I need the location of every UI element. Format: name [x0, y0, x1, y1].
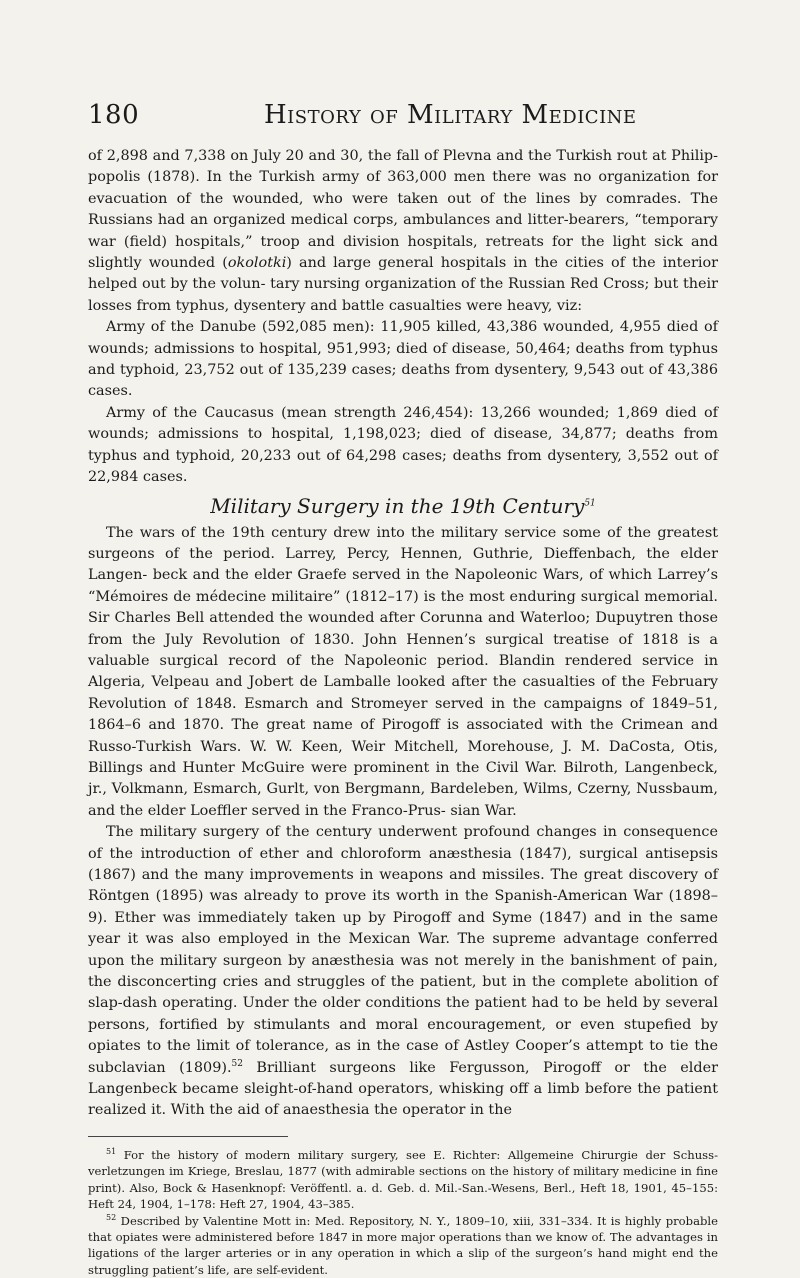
paragraph-caucasus-army: Army of the Caucasus (mean strength 246,454): 13,266 wounded; 1,869 died of wounds; admissions to hospital, 1,198,023; died of disease, 34,877; deaths from typhus and typhoid, 20,233 out of 64,298 cases; deaths from dysentery, 3,552 out of 22,984 cases. — [88, 403, 718, 489]
running-title: History of Military Medicine — [264, 100, 637, 130]
paragraph-text: ) and large general hospitals in the cities of the interior helped out by the volun- tary nursing organization of the Russian Red Cross; but their losses from typhus, dysentery and battle casualties were heavy, viz: — [88, 255, 718, 314]
footnote-52 — [88, 1213, 718, 1278]
book-page — [88, 100, 718, 1278]
footnote-text: For the history of modern military surgery, see E. Richter: Allgemeine Chirurgie der Schuss- verletzungen im Kriege, Breslau, 1877 (with admirable sections on the history of military medicine in fine print). Also, Bock & Hasenknopf: Veröffentl. a. d. Geb. d. Mil.-San.-Wesens, Berl., Heft 18, 1901, 45–155: Heft 24, 1904, 1–178: Heft 27, 1904, 43–385. — [88, 1148, 718, 1211]
footnote-text: Described by Valentine Mott in: Med. Repository, N. Y., 1809–10, xiii, 331–334. It is highly probable that opiates were administered before 1847 in more major operations than we know of. The advantages in ligations of the larger arteries or in any operation in which a slip of the surgeon’s hand might end the struggling patient’s life, are self-evident. — [88, 1214, 718, 1277]
footnote-51 — [88, 1147, 718, 1213]
footnote-ref-52[interactable]: 52 — [232, 1059, 243, 1069]
paragraph-surgeons: The wars of the 19th century drew into the military service some of the greatest surgeons of the period. Larrey, Percy, Hennen, Guthrie, Dieffenbach, the elder Langen- beck and the elder Graefe served in the Napoleonic Wars, of which Larrey’s “Mémoires de médecine militaire” (1812–17) is the most enduring surgical memorial. Sir Charles Bell attended the wounded after Corunna and Waterloo; Dupuytren those from the July Revolution of 1830. John Hennen’s surgical treatise of 1818 is a valuable surgical record of the Napoleonic period. Blandin rendered service in Algeria, Velpeau and Jobert de Lamballe looked after the casualties of the February Revolution of 1848. Esmarch and Stromeyer served in the campaigns of 1849–51, 1864–6 and 1870. The great name of Pirogoff is associated with the Crimean and Russo-Turkish Wars. W. W. Keen, Weir Mitchell, Morehouse, J. M. DaCosta, Otis, Billings and Hunter McGuire were prominent in the Civil War. Bilroth, Langenbeck, jr., Volkmann, Esmarch, Gurlt, von Bergmann, Bardeleben, Wilms, Czerny, Nussbaum, and the elder Loeffler served in the Franco-Prus- sian War. — [88, 523, 718, 823]
footnote-ref-51[interactable]: 51 — [584, 498, 595, 508]
paragraph-anaesthesia — [88, 822, 718, 1122]
footnote-mark: 51 — [106, 1147, 116, 1156]
page-number: 180 — [88, 100, 139, 130]
paragraph-text: Brilliant surgeons like Fergusson, Pirogoff or the elder Langenbeck became sleight-of-hand operators, whisking off a limb before the patient realized it. With the aid of anaesthesia the operator in the — [88, 1060, 718, 1119]
paragraph-text: of 2,898 and 7,338 on July 20 and 30, the fall of Plevna and the Turkish rout at Philip- popolis (1878). In the Turkish army of 363,000 men there was no organization for evacuation of the wounded, who were taken out of the lines by comrades. The Russians had an organized medical corps, ambulances and litter-bearers, “temporary war (field) hospitals,” troop and division hospitals, retreats for the light sick and slightly wounded ( — [88, 148, 718, 271]
footnote-divider — [88, 1136, 288, 1137]
footnotes — [88, 1147, 718, 1278]
section-heading — [88, 491, 718, 521]
footnote-mark: 52 — [106, 1213, 116, 1222]
body-text — [88, 146, 718, 1122]
running-head — [88, 100, 718, 146]
paragraph-danube-army: Army of the Danube (592,085 men): 11,905 killed, 43,386 wounded, 4,955 died of wounds; admissions to hospital, 951,993; died of disease, 50,464; deaths from typhus and typhoid, 23,752 out of 135,239 cases; deaths from dysentery, 9,543 out of 43,386 cases. — [88, 317, 718, 403]
section-heading-text: Military Surgery in the 19th Century — [210, 494, 584, 518]
paragraph-text: The military surgery of the century underwent profound changes in consequence of the introduction of ether and chloroform anæsthesia (1847), surgical antisepsis (1867) and the many improvements in weapons and missiles. The great discovery of Röntgen (1895) was already to prove its worth in the Spanish-American War (1898–9). Ether was immediately taken up by Pirogoff and Syme (1847) and in the same year it was also employed in the Mexican War. The supreme advantage conferred upon the military surgeon by anæsthesia was not merely in the banishment of pain, the disconcerting cries and struggles of the patient, but in the complete abolition of slap-dash operating. Under the older conditions the patient had to be held by several persons, fortified by stimulants and moral encouragement, or even stupefied by opiates to the limit of tolerance, as in the case of Astley Cooper’s attempt to tie the subclavian (1809). — [88, 824, 718, 1075]
italic-term: okolotki — [228, 255, 286, 271]
paragraph-continued — [88, 146, 718, 317]
